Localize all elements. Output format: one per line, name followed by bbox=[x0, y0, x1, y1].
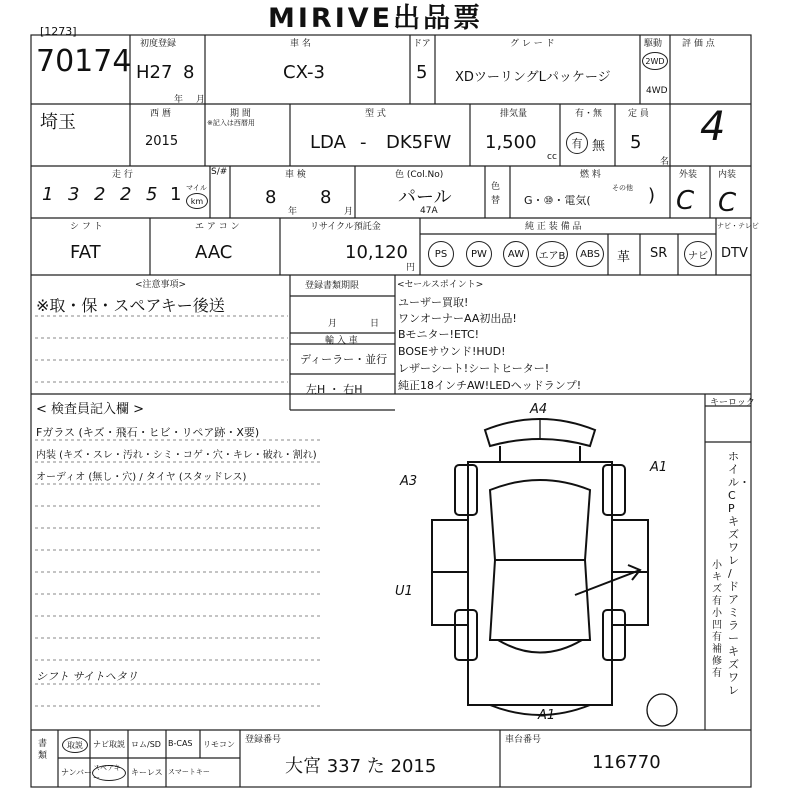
sheet-title: MIRIVE出品票 bbox=[268, 3, 484, 34]
label-import: 輸 入 車 bbox=[325, 336, 358, 346]
model-prefix: LDA bbox=[310, 132, 346, 153]
equipment-abs-circled: ABS bbox=[576, 241, 604, 267]
equipment-pw-circled: PW bbox=[466, 241, 492, 267]
label-recycle: リサイクル預託金 bbox=[310, 222, 381, 232]
recycle-unit: 円 bbox=[406, 263, 416, 273]
label-displacement: 排気量 bbox=[500, 109, 528, 119]
sales-point-5: レザーシート!シートヒーター! bbox=[398, 362, 550, 375]
lot-number: 70174 bbox=[36, 44, 132, 79]
label-equipment: 純 正 装 備 品 bbox=[525, 222, 582, 232]
inspection-month: 8 bbox=[320, 187, 332, 208]
label-car-name: 車 名 bbox=[290, 39, 311, 49]
fuel-other-label: その他 bbox=[612, 184, 633, 192]
mileage-unit-mile: マイル bbox=[186, 184, 207, 192]
label-exterior: 外装 bbox=[679, 170, 698, 180]
mileage-digit-4: 2 bbox=[120, 184, 132, 205]
registration-number: 大宮 337 た 2015 bbox=[285, 756, 437, 777]
label-capacity: 定 員 bbox=[628, 109, 649, 119]
doors: 5 bbox=[416, 62, 428, 83]
color-code: 47A bbox=[420, 206, 438, 216]
label-registration-deadline: 登録書類期限 bbox=[305, 281, 360, 291]
mark-a1-rear: A1 bbox=[538, 708, 556, 723]
period-note: ※記入は西暦用 bbox=[207, 119, 255, 127]
capacity-unit: 名 bbox=[660, 157, 670, 167]
equipment-aw-circled: AW bbox=[503, 241, 529, 267]
car-name: CX-3 bbox=[283, 62, 325, 83]
reference-number: [1273] bbox=[40, 25, 77, 38]
doc-navi-manual: ナビ取説 bbox=[93, 740, 125, 749]
interior-score: C bbox=[718, 188, 737, 218]
label-key-lock: キーロック bbox=[710, 398, 755, 408]
fuel-close-paren: ) bbox=[648, 185, 656, 206]
sales-point-2: ワンオーナーAA初出品! bbox=[398, 312, 517, 325]
color: パール bbox=[398, 187, 452, 208]
doc-keyless: キーレス bbox=[131, 768, 163, 777]
drive-2wd-circled: 2WD bbox=[642, 52, 668, 70]
drive-4wd: 4WD bbox=[646, 86, 668, 96]
sales-point-1: ユーザー買取! bbox=[398, 296, 469, 309]
label-documents: 書 類 bbox=[38, 739, 48, 761]
mileage-digit-6: 1 bbox=[170, 184, 182, 205]
overall-score: 4 bbox=[700, 104, 726, 150]
deadline-day: 日 bbox=[370, 319, 380, 329]
label-model-type: 型 式 bbox=[365, 109, 386, 119]
capacity: 5 bbox=[630, 132, 642, 153]
label-yes-no: 有・無 bbox=[575, 109, 603, 119]
no-option: 無 bbox=[592, 139, 606, 154]
label-interior: 内装 bbox=[718, 170, 737, 180]
mileage-unit-km-circled: km bbox=[186, 193, 208, 209]
doc-smart-key: スマートキー bbox=[168, 768, 210, 776]
doc-rom-sd: ロム/SD bbox=[131, 740, 161, 749]
shift: FAT bbox=[70, 242, 101, 263]
grade: XDツーリングLパッケージ bbox=[455, 70, 611, 85]
doc-bcas: B-CAS bbox=[168, 739, 193, 748]
fuel-options: G・⑩・電気( bbox=[524, 194, 591, 207]
handwritten-note: シフト サイトヘタリ bbox=[36, 670, 138, 683]
inspection-year-unit: 年 bbox=[288, 207, 298, 217]
equipment-sunroof: SR bbox=[650, 246, 668, 261]
label-navi-tv: ナビ・テレビ bbox=[717, 222, 759, 230]
label-caution: <注意事項> bbox=[135, 280, 187, 290]
inspection-month-unit: 月 bbox=[344, 207, 354, 217]
inspector-line-glass: Fガラス (キズ・飛石・ヒビ・リペア跡・X要) bbox=[36, 426, 260, 439]
sales-point-3: Bモニター!ETC! bbox=[398, 328, 480, 341]
recycle-fee: 10,120 bbox=[345, 242, 408, 263]
model-dash: - bbox=[360, 132, 367, 153]
mileage-digit-1: 1 bbox=[42, 184, 54, 205]
yes-circled: 有 bbox=[566, 132, 588, 154]
inspector-line-interior: 内装 (キズ・スレ・汚れ・シミ・コゲ・穴・キレ・破れ・割れ) bbox=[36, 450, 317, 461]
caution-text: ※取・保・スペアキー後送 bbox=[36, 296, 225, 315]
label-registration-number: 登録番号 bbox=[245, 735, 282, 745]
label-first-registration: 初度登録 bbox=[140, 39, 177, 49]
label-year-unit: 年 bbox=[174, 95, 184, 105]
doc-manual-circled: 取説 bbox=[62, 737, 88, 753]
label-shaken: S/# bbox=[211, 167, 228, 177]
mileage-digit-5: 5 bbox=[146, 184, 158, 205]
equipment-airbag-circled: エアB bbox=[536, 241, 568, 267]
first-registration-month: 8 bbox=[183, 62, 195, 83]
label-inspector: < 検査員記入欄 > bbox=[36, 402, 145, 417]
label-shift: シ フ ト bbox=[70, 222, 103, 232]
model-code: DK5FW bbox=[386, 132, 452, 153]
mileage-digit-2: 3 bbox=[68, 184, 80, 205]
label-month-unit: 月 bbox=[196, 95, 206, 105]
prefecture: 埼玉 bbox=[40, 112, 76, 133]
label-inspection: 車 検 bbox=[285, 170, 306, 180]
inspector-line-audio: オーディオ (無し・穴) / タイヤ (スタッドレス) bbox=[36, 472, 247, 483]
mark-a3-left: A3 bbox=[400, 474, 418, 489]
doc-spare-key-circled: スペアキー bbox=[92, 765, 126, 781]
equipment-dtv: DTV bbox=[721, 246, 748, 261]
doc-remote: リモコン bbox=[203, 740, 235, 749]
model-year: 2015 bbox=[145, 134, 179, 149]
label-aircon: エ ア コ ン bbox=[195, 222, 240, 232]
equipment-ps-circled: PS bbox=[428, 241, 454, 267]
label-doors: ドア bbox=[413, 39, 431, 49]
label-chassis-number: 車台番号 bbox=[505, 735, 542, 745]
label-period: 期 間 bbox=[230, 109, 251, 119]
wheel-mirror-sub: 小キズ有 小凹有 補修有 bbox=[712, 560, 722, 679]
import-type: ディーラー・並行 bbox=[300, 353, 388, 366]
equipment-leather: 革 bbox=[617, 250, 631, 265]
mark-a4-front: A4 bbox=[530, 402, 548, 417]
aircon: AAC bbox=[195, 242, 233, 263]
cc-unit: cc bbox=[547, 152, 557, 162]
exterior-score: C bbox=[676, 186, 695, 216]
wheel-mirror-label: ホイル・CPキズ ワレ / ドアミラーキズ ワレ bbox=[728, 450, 750, 697]
label-drive: 駆動 bbox=[644, 39, 663, 49]
deadline-month: 月 bbox=[328, 319, 338, 329]
label-year: 西 暦 bbox=[150, 109, 171, 119]
sales-point-4: BOSEサウンド!HUD! bbox=[398, 345, 506, 358]
color-change-label: 色替 bbox=[491, 182, 501, 206]
mileage-digit-3: 2 bbox=[94, 184, 106, 205]
label-sales-points: <セールスポイント> bbox=[397, 280, 484, 290]
label-color: 色 (Col.No) bbox=[395, 170, 444, 180]
label-fuel: 燃 料 bbox=[580, 170, 601, 180]
label-mileage: 走 行 bbox=[112, 170, 133, 180]
sales-point-6: 純正18インチAW!LEDヘッドランプ! bbox=[398, 379, 582, 392]
label-grade: グ レ ー ド bbox=[510, 39, 555, 49]
mark-a1-right: A1 bbox=[650, 460, 668, 475]
steering-side: 左H ・ 右H bbox=[306, 383, 363, 396]
label-score: 評 価 点 bbox=[682, 39, 715, 49]
inspection-year: 8 bbox=[265, 187, 277, 208]
equipment-navi-circled: ナビ bbox=[684, 241, 712, 267]
displacement: 1,500 bbox=[485, 132, 537, 153]
chassis-number: 116770 bbox=[592, 752, 661, 773]
doc-number-plate: ナンバー bbox=[61, 768, 93, 777]
first-registration-era: H27 bbox=[136, 62, 173, 83]
mark-u1-left: U1 bbox=[395, 584, 413, 599]
